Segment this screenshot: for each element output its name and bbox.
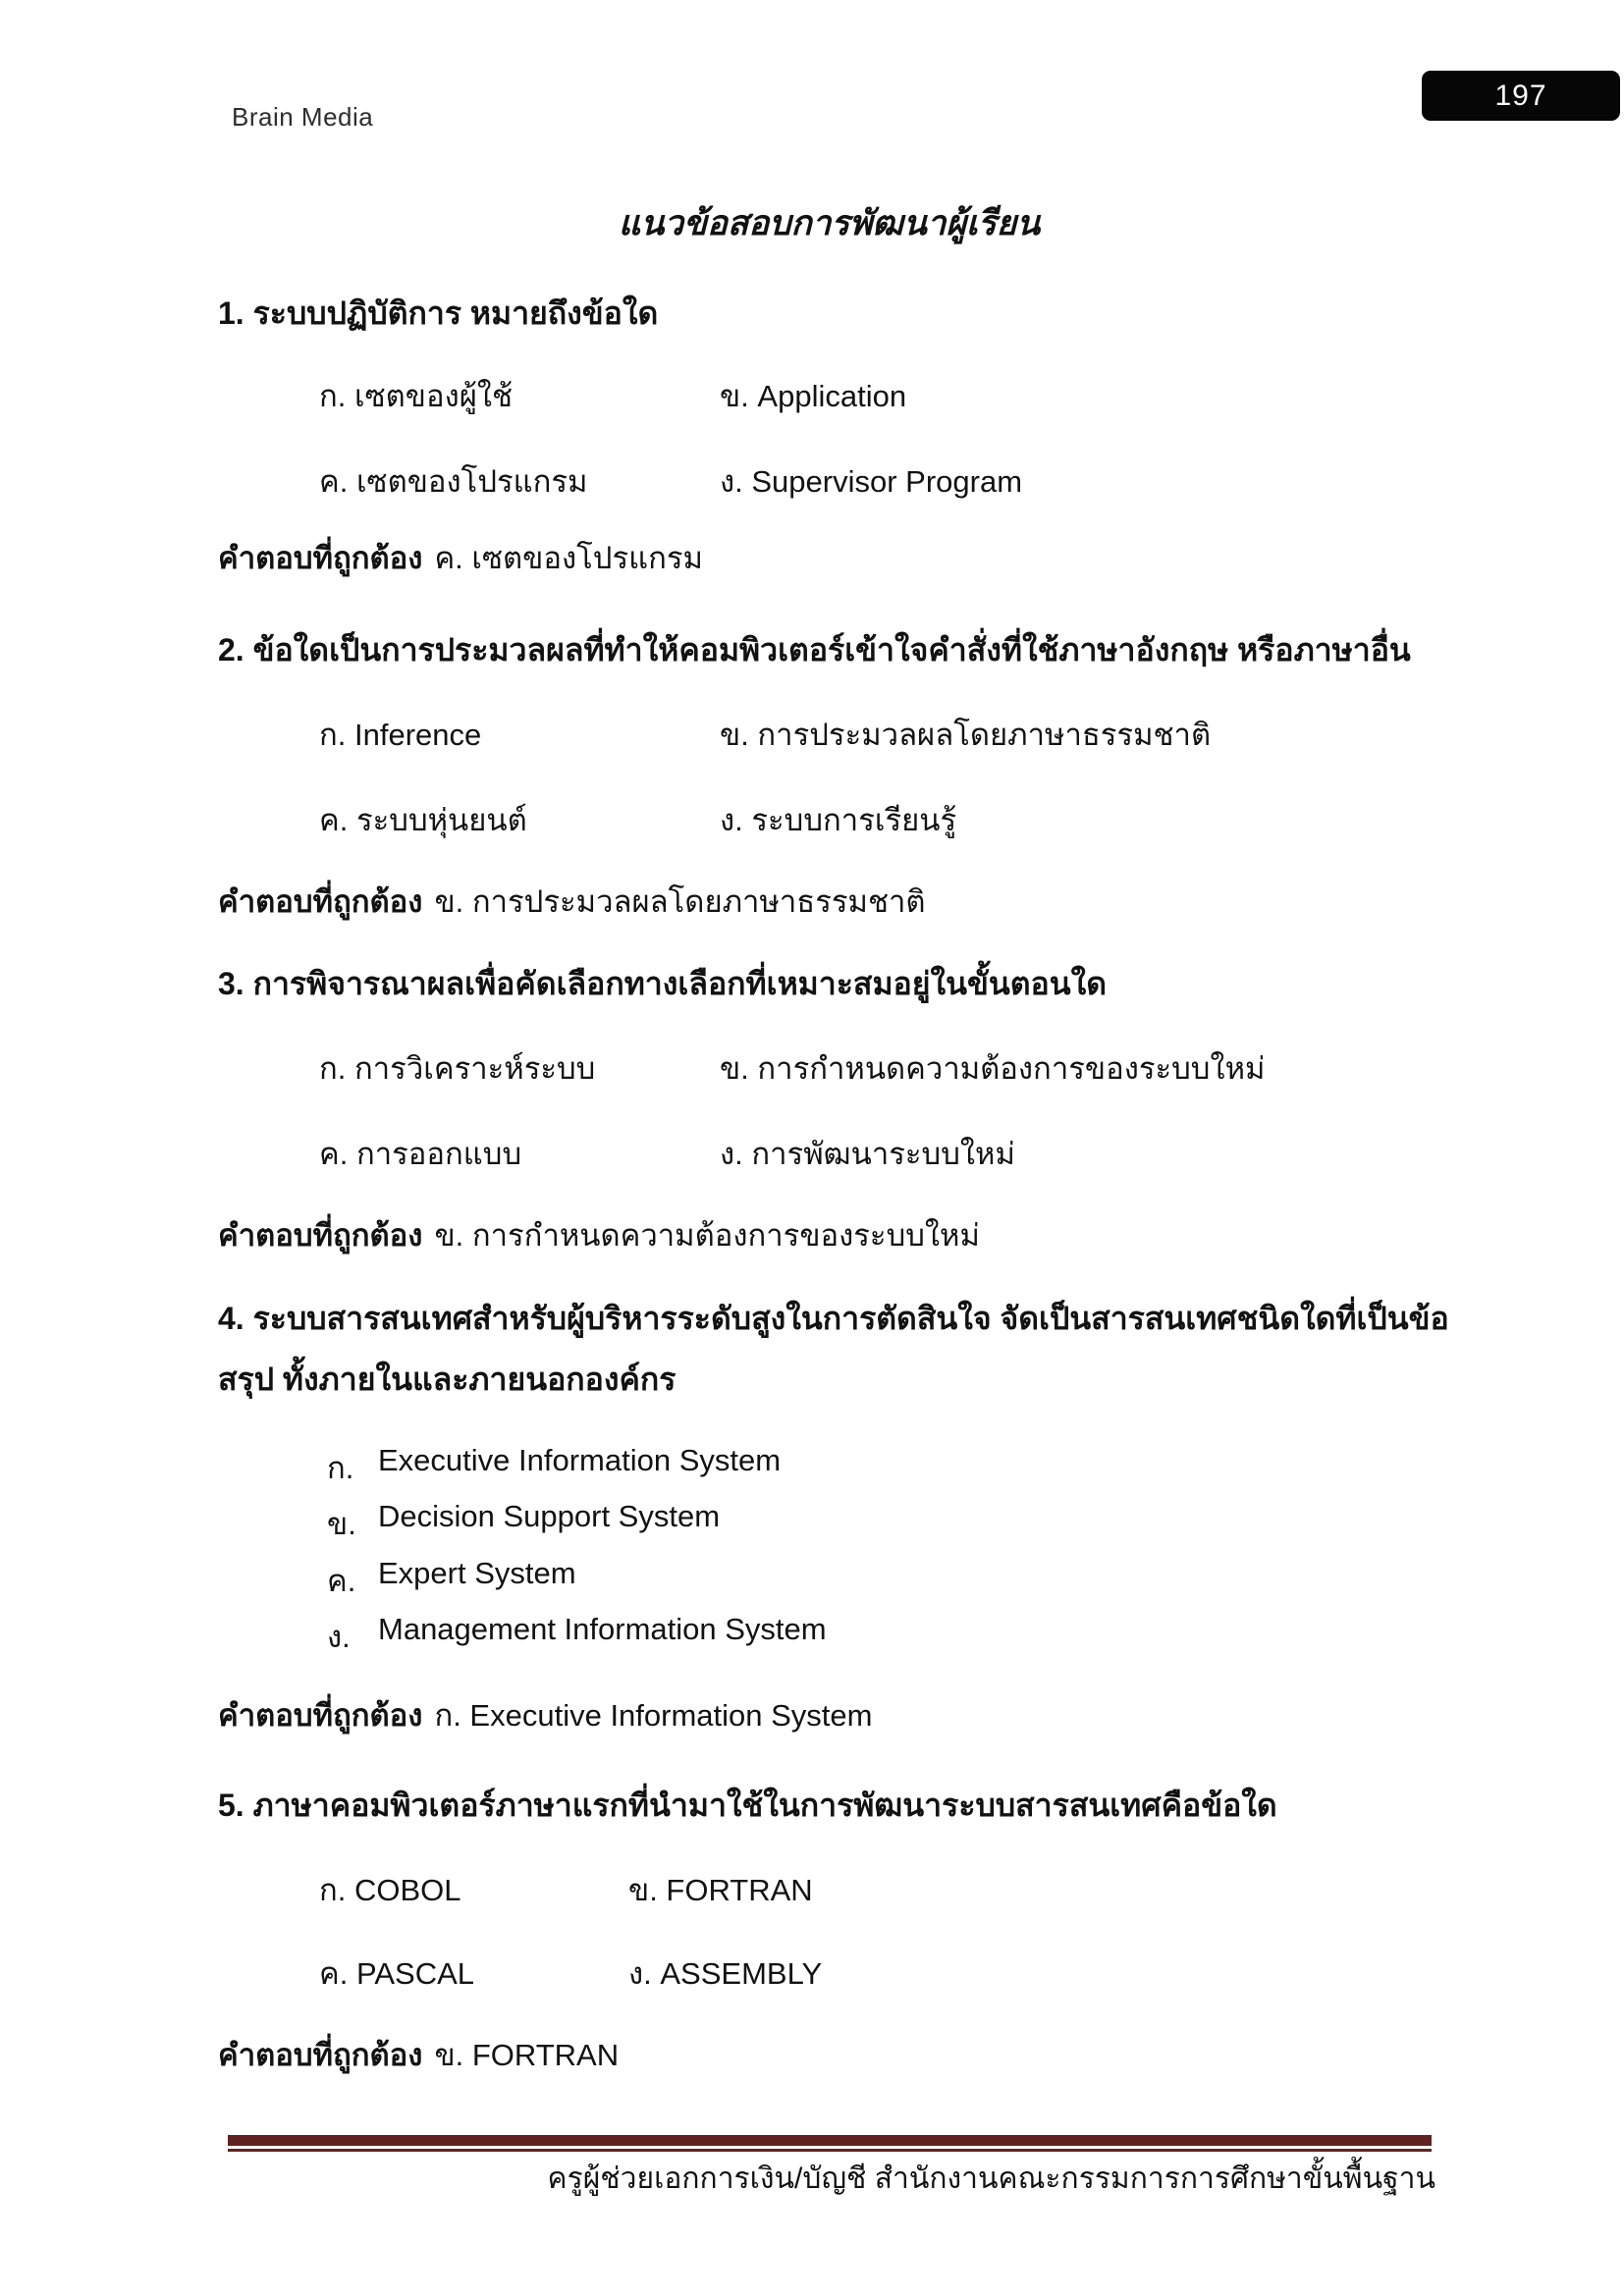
question-1-options-row-1: [0, 371, 1624, 412]
answer-label: คำตอบที่ถูกต้อง: [218, 541, 423, 575]
option-3b: ข. การกำหนดความต้องการของระบบใหม่: [720, 1051, 1266, 1086]
answer-2-value: ข. การประมวลผลโดยภาษาธรรมชาติ: [434, 884, 926, 919]
option-3a: ก. การวิเคราะห์ระบบ: [319, 1051, 596, 1086]
question-3-answer-line: [218, 1210, 980, 1259]
question-3-heading: 3. การพิจารณาผลเพื่อคัดเลือกทางเลือกที่เหมาะสมอยู่ในขั้นตอนใด: [218, 966, 1108, 1001]
question-4-heading: 4. ระบบสารสนเทศสำหรับผู้บริหารระดับสูงในการตัดสินใจ จัดเป็นสารสนเทศชนิดใดที่เป็นข้อสรุป ทั้งภายในและภายนอกองค์กร: [218, 1301, 1449, 1397]
option-1a: ก. เซตของผู้ใช้: [319, 379, 514, 413]
footer-credit-text: ครูผู้ช่วยเอกการเงิน/บัญชี สำนักงานคณะกรรมการการศึกษาขั้นพื้นฐาน: [547, 2163, 1435, 2195]
option-5d: ง. ASSEMBLY: [628, 1956, 823, 1991]
option-4a: [327, 1443, 781, 1492]
option-5b: ข. FORTRAN: [628, 1873, 813, 1907]
question-4-answer-line: [218, 1690, 873, 1739]
brand-text: Brain Media: [232, 102, 374, 132]
question-3-options-row-1: [0, 1043, 1624, 1085]
option-3c: ค. การออกแบบ: [319, 1137, 522, 1171]
question-1-answer-line: [218, 533, 703, 582]
answer-label: คำตอบที่ถูกต้อง: [218, 1218, 423, 1253]
question-1-options-row-2: [0, 456, 1624, 498]
footer-rule-thick: [228, 2135, 1432, 2146]
option-4d-letter: ง.: [327, 1620, 351, 1654]
answer-1-value: ค. เซตของโปรแกรม: [434, 541, 703, 575]
page-number: 197: [1494, 79, 1547, 112]
page-number-badge: [1422, 71, 1620, 121]
option-4b-text: Decision Support System: [378, 1499, 721, 1533]
answer-3-value: ข. การกำหนดความต้องการของระบบใหม่: [434, 1218, 980, 1253]
option-2c: ค. ระบบหุ่นยนต์: [319, 803, 527, 837]
option-4c-letter: ค.: [327, 1564, 356, 1598]
option-4b: [327, 1499, 720, 1548]
option-5a: ก. COBOL: [319, 1873, 461, 1907]
option-2d: ง. ระบบการเรียนรู้: [720, 803, 957, 837]
option-1d: ง. Supervisor Program: [720, 464, 1023, 499]
option-4c: [327, 1556, 576, 1605]
option-4d-text: Management Information System: [378, 1612, 827, 1646]
question-5-options-row-2: [0, 1949, 1624, 1990]
question-2-options-row-1: [0, 710, 1624, 751]
question-2-answer-line: [218, 877, 926, 926]
answer-4-value: ก. Executive Information System: [434, 1698, 873, 1733]
question-1-heading: 1. ระบบปฏิบัติการ หมายถึงข้อใด: [218, 295, 659, 331]
option-1c: ค. เซตของโปรแกรม: [319, 464, 588, 499]
option-1b: ข. Application: [720, 379, 907, 413]
answer-label: คำตอบที่ถูกต้อง: [218, 884, 423, 919]
footer-rule-thin: [228, 2149, 1432, 2152]
question-5-answer-line: [218, 2030, 619, 2079]
option-4a-text: Executive Information System: [378, 1443, 782, 1477]
option-2a: ก. Inference: [319, 718, 482, 752]
option-4d: [327, 1612, 827, 1661]
question-5-options-row-1: [0, 1865, 1624, 1906]
answer-label: คำตอบที่ถูกต้อง: [218, 2038, 423, 2072]
option-2b: ข. การประมวลผลโดยภาษาธรรมชาติ: [720, 718, 1212, 752]
option-4a-letter: ก.: [327, 1451, 354, 1485]
question-3-options-row-2: [0, 1129, 1624, 1170]
question-2-heading: 2. ข้อใดเป็นการประมวลผลที่ทำให้คอมพิวเตอร์เข้าใจคำสั่งที่ใช้ภาษาอังกฤษ หรือภาษาอื่น: [218, 632, 1411, 667]
option-5c: ค. PASCAL: [319, 1956, 474, 1991]
question-2-options-row-2: [0, 795, 1624, 836]
option-3d: ง. การพัฒนาระบบใหม่: [720, 1137, 1015, 1171]
question-5-heading: 5. ภาษาคอมพิวเตอร์ภาษาแรกที่นำมาใช้ในการพัฒนาระบบสารสนเทศคือข้อใด: [218, 1788, 1277, 1823]
answer-5-value: ข. FORTRAN: [434, 2038, 620, 2072]
document-title: แนวข้อสอบการพัฒนาผู้เรียน: [618, 204, 1041, 242]
option-4c-text: Expert System: [378, 1556, 576, 1590]
answer-label: คำตอบที่ถูกต้อง: [218, 1698, 423, 1733]
option-4b-letter: ข.: [327, 1507, 356, 1541]
